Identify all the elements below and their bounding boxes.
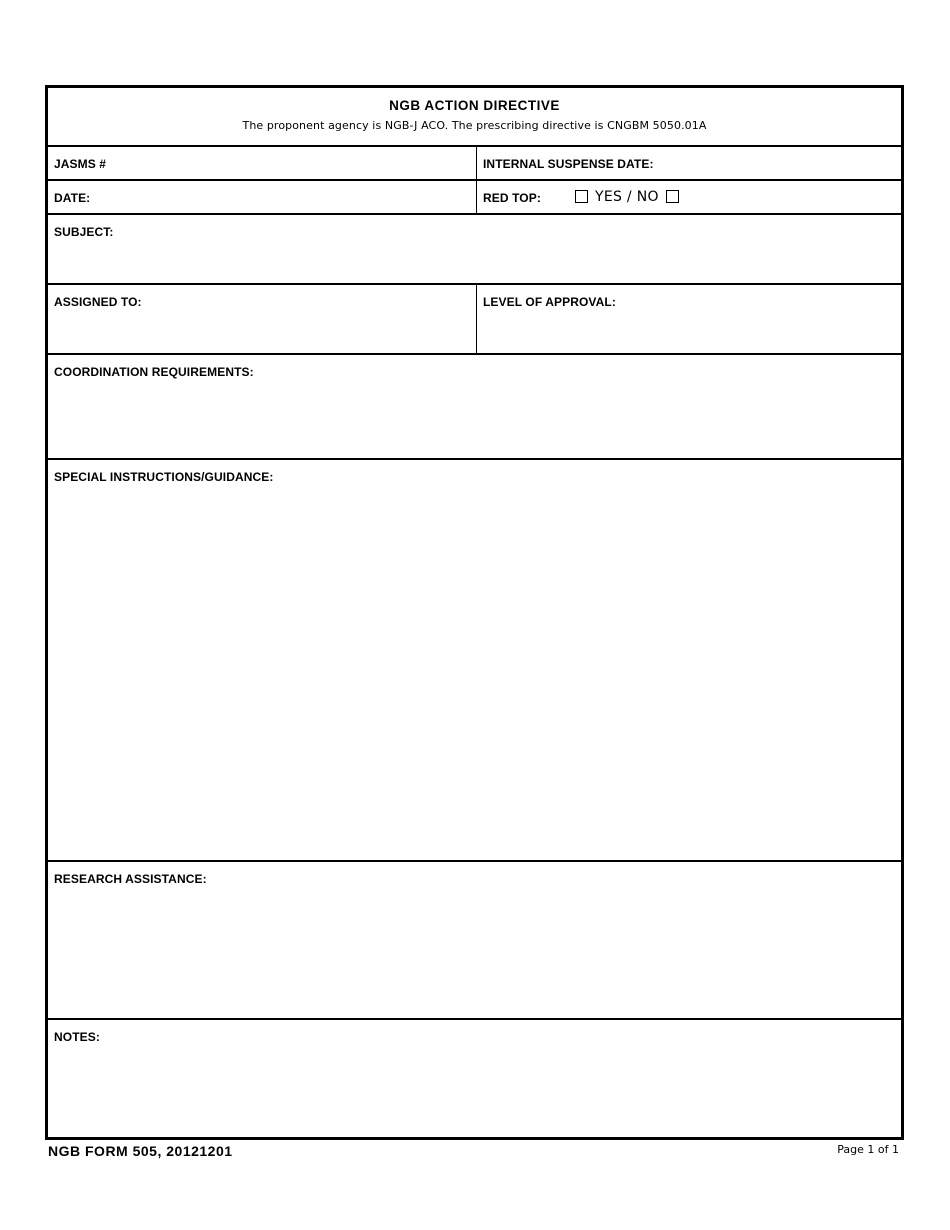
research-assistance-label: RESEARCH ASSISTANCE: <box>54 872 207 886</box>
form-subtitle: The proponent agency is NGB-J ACO. The prescribing directive is CNGBM 5050.01A <box>242 119 707 132</box>
form-number: NGB FORM 505, 20121201 <box>48 1143 233 1159</box>
assigned-to-label: ASSIGNED TO: <box>54 295 142 309</box>
form-header <box>48 88 901 145</box>
row-research <box>48 860 901 1018</box>
notes-label: NOTES: <box>54 1030 100 1044</box>
row-jasms <box>48 145 901 179</box>
date-label: DATE: <box>54 191 91 205</box>
assigned-to-field[interactable] <box>48 285 476 353</box>
level-of-approval-field[interactable] <box>476 285 901 353</box>
date-field[interactable] <box>48 181 476 213</box>
row-assigned <box>48 283 901 353</box>
action-directive-form <box>45 85 904 1140</box>
coordination-requirements-label: COORDINATION REQUIREMENTS: <box>54 365 254 379</box>
red-top-yes-checkbox[interactable] <box>575 190 588 203</box>
row-notes <box>48 1018 901 1137</box>
row-date <box>48 179 901 213</box>
coordination-requirements-field[interactable] <box>48 355 901 458</box>
row-subject <box>48 213 901 283</box>
red-top-field <box>476 181 901 213</box>
row-special-instructions <box>48 458 901 860</box>
subject-field[interactable] <box>48 215 901 283</box>
special-instructions-field[interactable] <box>48 460 901 860</box>
form-title: NGB ACTION DIRECTIVE <box>389 98 560 113</box>
row-coordination <box>48 353 901 458</box>
internal-suspense-date-label: INTERNAL SUSPENSE DATE: <box>483 157 654 171</box>
subject-label: SUBJECT: <box>54 225 114 239</box>
notes-field[interactable] <box>48 1020 901 1137</box>
page-number: Page 1 of 1 <box>837 1143 899 1156</box>
internal-suspense-date-field[interactable] <box>476 147 901 179</box>
special-instructions-label: SPECIAL INSTRUCTIONS/GUIDANCE: <box>54 470 274 484</box>
red-top-no-checkbox[interactable] <box>666 190 679 203</box>
jasms-field[interactable] <box>48 147 476 179</box>
level-of-approval-label: LEVEL OF APPROVAL: <box>483 295 616 309</box>
research-assistance-field[interactable] <box>48 862 901 1018</box>
red-top-label: RED TOP: <box>483 191 541 205</box>
red-top-options-label: YES / NO <box>595 189 659 205</box>
jasms-label: JASMS # <box>54 157 107 171</box>
